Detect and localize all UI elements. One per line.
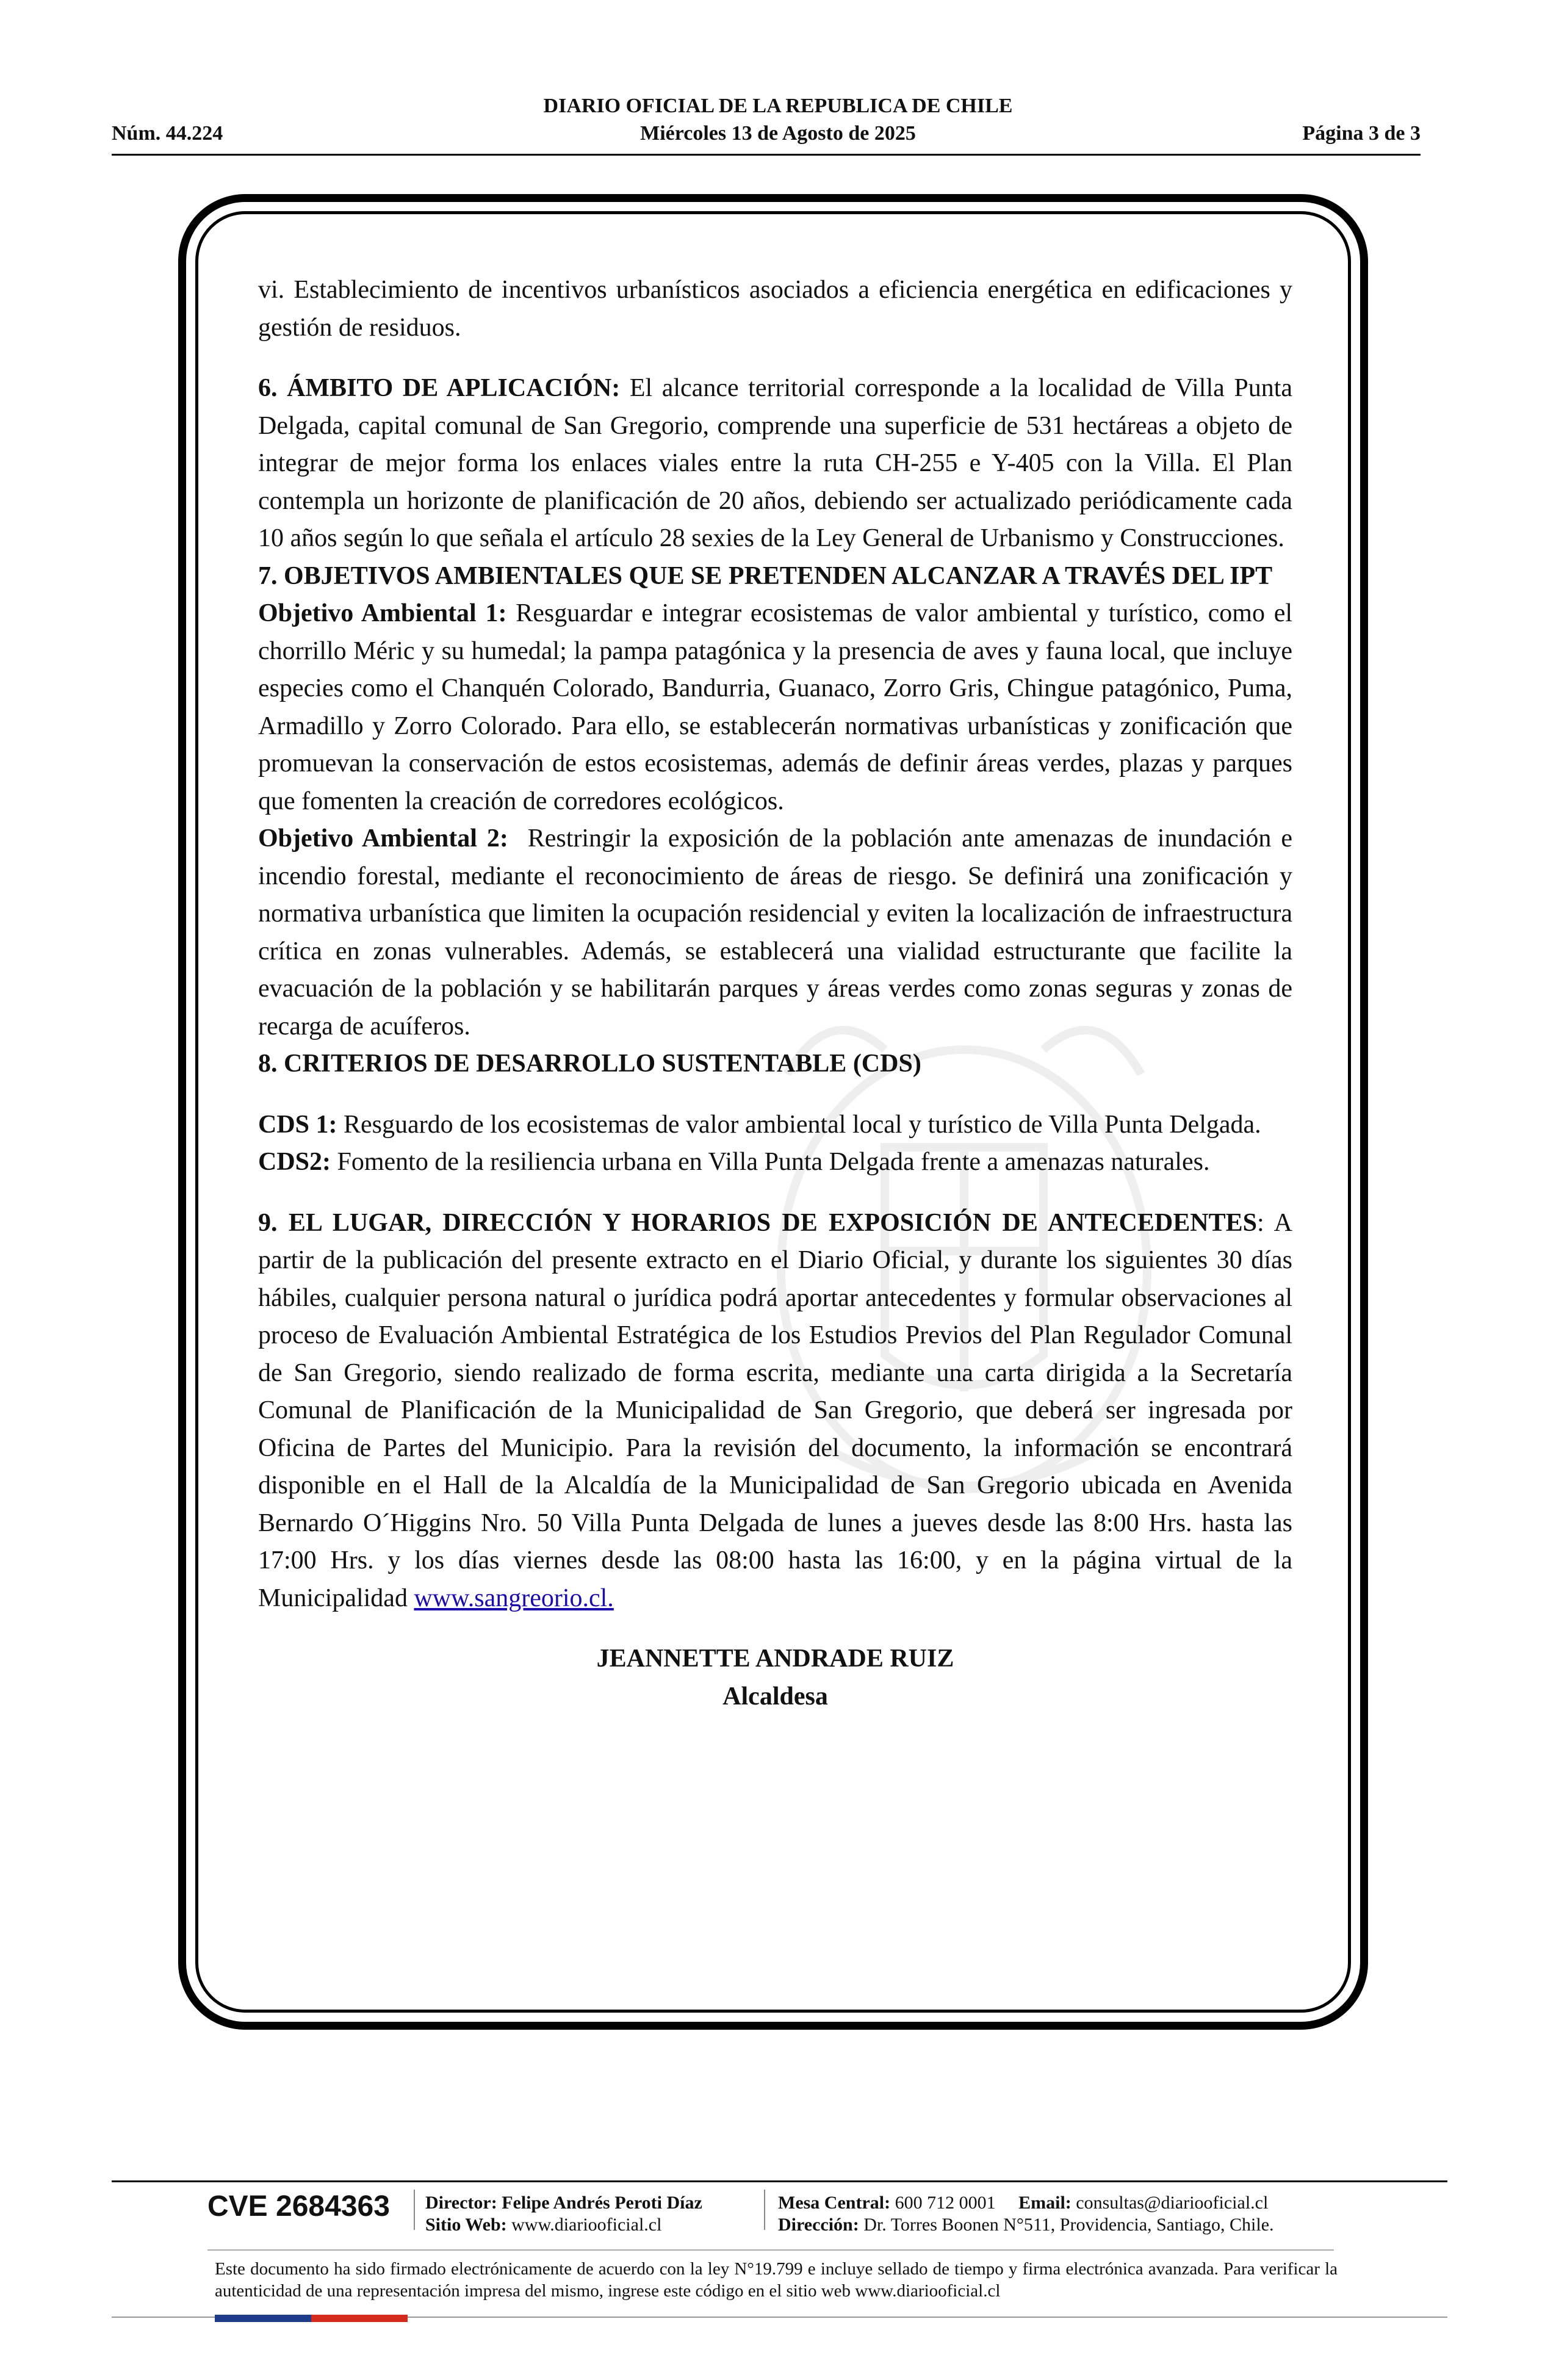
footer-director-block xyxy=(425,2192,702,2236)
objective-2-text: Restringir la exposición de la población ante amenazas de inundación e incendio forestal, mediante el reconocimiento de áreas de riesgo. Se definirá una zonificación y normativa urbanística que limiten la ocupación residencial y eviten la localización de infraestructura crítica en zonas vulnerables. Además, se establecerá una vialidad estructurante que facilite la evacuación de la población y se habilitarán parques y áreas verdes como zonas seguras y zonas de recarga de acuíferos. xyxy=(258,824,1292,1040)
cds-1-label: CDS 1: xyxy=(258,1110,337,1139)
objective-1-text: Resguardar e integrar ecosistemas de valor ambiental y turístico, como el chorrillo Méric y su humedal; la pampa patagónica y la presencia de aves y fauna local, que incluye especies como el Chanquén Colorado, Bandurria, Guanaco, Zorro Gris, Chingue patagónico, Puma, Armadillo y Zorro Colorado. Para ello, se establecerán normativas urbanísticas y zonificación que promuevan la conservación de estos ecosistemas, además de definir áreas verdes, plazas y parques que fomenten la creación de corredores ecológicos. xyxy=(258,599,1293,815)
footer-contact-block xyxy=(778,2192,1274,2236)
section-9 xyxy=(258,1205,1292,1618)
email-address[interactable]: consultas@diariooficial.cl xyxy=(1076,2193,1269,2213)
header-divider xyxy=(112,154,1421,156)
cve-code: CVE 2684363 xyxy=(207,2190,390,2223)
address-text: Dr. Torres Boonen N°511, Providencia, Santiago, Chile. xyxy=(863,2215,1274,2235)
legal-notice: Este documento ha sido firmado electrónicamente de acuerdo con la ley N°19.799 e incluye sellado de tiempo y firma electrónica avanzada. Para verificar la autenticidad de una representación impresa del mismo, ingrese este código en el sitio web www.diariooficial.cl xyxy=(215,2259,1338,2301)
publication-title: DIARIO OFICIAL DE LA REPUBLICA DE CHILE xyxy=(543,95,1013,117)
issue-date: Miércoles 13 de Agosto de 2025 xyxy=(640,122,916,145)
mesa-phone: 600 712 0001 xyxy=(895,2193,996,2213)
objective-2 xyxy=(258,820,1292,1045)
section-6-text: El alcance territorial corresponde a la localidad de Villa Punta Delgada, capital comunal de San Gregorio, comprende una superficie de 531 hectáreas a objeto de integrar de mejor forma los enlaces viales entre la ruta CH-255 e Y-405 con la Villa. El Plan contempla un horizonte de planificación de 20 años, debiendo ser actualizado periódicamente cada 10 años según lo que señala el artículo 28 sexies de la Ley General de Urbanismo y Construcciones. xyxy=(258,374,1293,552)
objective-1-label: Objetivo Ambiental 1: xyxy=(258,599,507,627)
flag-stripe-red xyxy=(311,2315,408,2322)
footer-divider xyxy=(112,2180,1447,2182)
footer-separator xyxy=(414,2190,415,2230)
flag-stripe-blue xyxy=(215,2315,311,2322)
page-indicator: Página 3 de 3 xyxy=(1302,122,1421,145)
section-9-heading: 9. EL LUGAR, DIRECCIÓN Y HORARIOS DE EXPOSICIÓN DE ANTECEDENTES xyxy=(258,1208,1257,1237)
section-7-heading: 7. OBJETIVOS AMBIENTALES QUE SE PRETENDEN ALCANZAR A TRAVÉS DEL IPT xyxy=(258,561,1273,590)
municipality-website-link[interactable]: www.sangreorio.cl. xyxy=(414,1584,614,1612)
footer-separator xyxy=(764,2190,765,2230)
cds-1 xyxy=(258,1106,1292,1144)
issue-number: Núm. 44.224 xyxy=(112,122,223,145)
cds-1-text: Resguardo de los ecosistemas de valor ambiental local y turístico de Villa Punta Delgada. xyxy=(344,1110,1261,1139)
cds-2-text: Fomento de la resiliencia urbana en Villa Punta Delgada frente a amenazas naturales. xyxy=(337,1148,1210,1176)
footer-divider xyxy=(207,2249,1334,2251)
section-8-heading: 8. CRITERIOS DE DESARROLLO SUSTENTABLE (CDS) xyxy=(258,1050,921,1078)
objective-1 xyxy=(258,595,1292,820)
cds-2 xyxy=(258,1144,1292,1181)
section-9-text: : A partir de la publicación del presente extracto en el Diario Oficial, y durante los siguientes 30 días hábiles, cualquier persona natural o jurídica podrá aportar antecedentes y formular observaciones al proceso de Evaluación Ambiental Estratégica de los Estudios Previos del Plan Regulador Comunal de San Gregorio, siendo realizado de forma escrita, mediante una carta dirigida a la Secretaría Comunal de Planificación de la Municipalidad de San Gregorio, que deberá ser ingresada por Oficina de Partes del Municipio. Para la revisión del documento, la información se encontrará disponible en el Hall de la Alcaldía de la Municipalidad de San Gregorio ubicada en Avenida Bernardo O´Higgins Nro. 50 Villa Punta Delgada de lunes a jueves desde las 8:00 Hrs. hasta las 17:00 Hrs. y los días viernes desde las 08:00 hasta las 16:00, y en la página virtual de la Municipalidad xyxy=(258,1208,1292,1612)
director-label: Director: xyxy=(425,2193,497,2213)
signer-name: JEANNETTE ANDRADE RUIZ xyxy=(596,1645,954,1673)
signer-title: Alcaldesa xyxy=(722,1682,828,1711)
mesa-label: Mesa Central: xyxy=(778,2193,891,2213)
director-name: Felipe Andrés Peroti Díaz xyxy=(502,2193,702,2213)
section-6-heading: 6. ÁMBITO DE APLICACIÓN: xyxy=(258,374,621,402)
email-label: Email: xyxy=(1018,2193,1072,2213)
section-6 xyxy=(258,370,1292,558)
objective-2-label: Objetivo Ambiental 2: xyxy=(258,824,508,853)
cds-2-label: CDS2: xyxy=(258,1148,331,1176)
site-label: Sitio Web: xyxy=(425,2215,507,2235)
article-body xyxy=(258,272,1292,1715)
address-label: Dirección: xyxy=(778,2215,859,2235)
site-url[interactable]: www.diariooficial.cl xyxy=(511,2215,662,2235)
paragraph-vi: vi. Establecimiento de incentivos urbanísticos asociados a eficiencia energética en edificaciones y gestión de residuos. xyxy=(258,276,1292,342)
